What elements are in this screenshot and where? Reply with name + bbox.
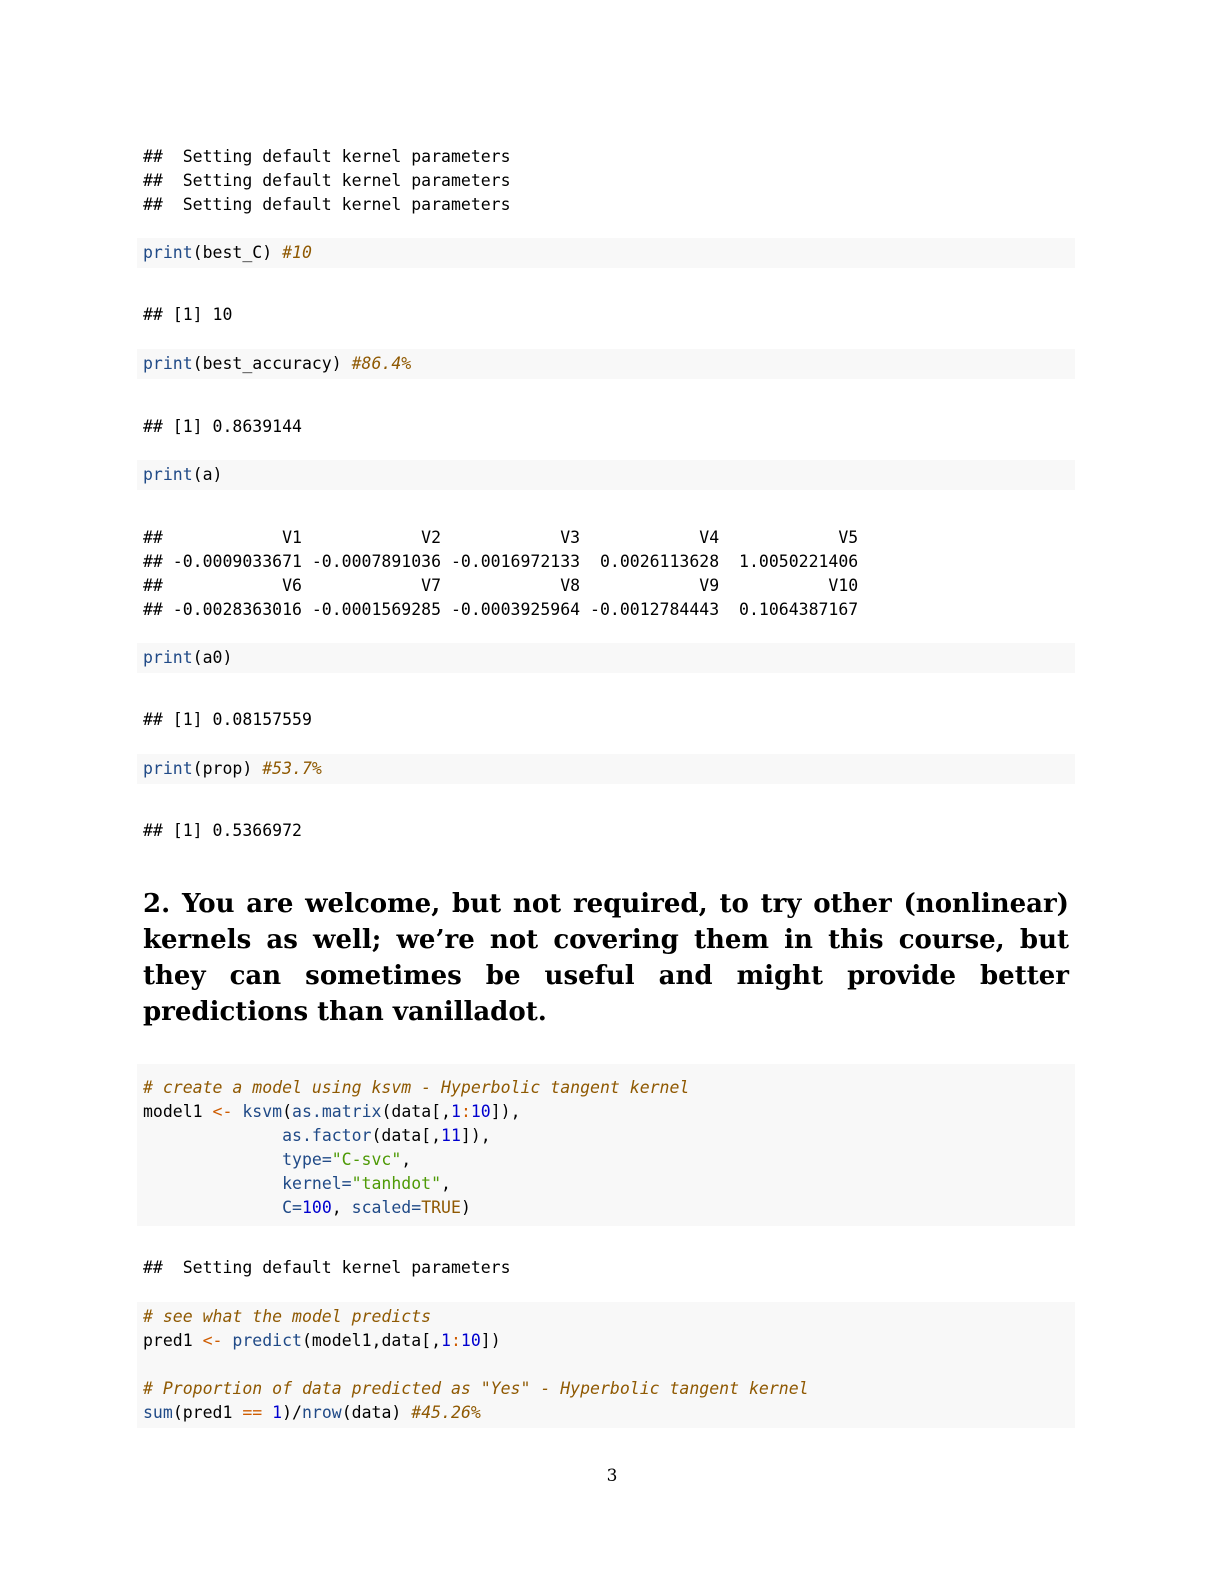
code-args: ]), (490, 1102, 521, 1121)
output-line: ## -0.0009033671 -0.0007891036 -0.0016972133 0.0026113628 1.0050221406 (143, 552, 859, 571)
code-comment: # Proportion of data predicted as "Yes" - Hyperbolic tangent kernel (143, 1379, 809, 1398)
output-best-accuracy (143, 415, 302, 439)
output-a0 (143, 708, 312, 732)
code-chunk-print-best-c (137, 238, 1075, 268)
function-print: print (143, 648, 193, 667)
code-operator: : (460, 1102, 471, 1121)
code-comment: #86.4% (351, 354, 412, 373)
function-ksvm: ksvm (242, 1102, 283, 1121)
function-print: print (143, 354, 193, 373)
code-args: (a0) (192, 648, 233, 667)
code-args: ]) (480, 1331, 501, 1350)
code-string: "tanhdot" (351, 1174, 442, 1193)
code-number: 100 (301, 1198, 332, 1217)
output-kernel-messages (143, 145, 511, 217)
code-args: (data[, (381, 1102, 451, 1121)
code-chunk-print-a (137, 460, 1075, 490)
function-print: print (143, 759, 193, 778)
code-comment: # create a model using ksvm - Hyperbolic tangent kernel (143, 1078, 690, 1097)
code-number: 1 (451, 1102, 461, 1121)
code-operator: <- (202, 1331, 223, 1350)
function-nrow: nrow (301, 1403, 342, 1422)
code-string: "C-svc" (331, 1150, 402, 1169)
code-chunk-predict (137, 1302, 1075, 1428)
output-line: ## [1] 0.8639144 (143, 417, 302, 436)
code-comment: #45.26% (411, 1403, 481, 1422)
code-number: 10 (470, 1102, 491, 1121)
code-args: (a) (192, 465, 223, 484)
code-var: pred1 (143, 1331, 203, 1350)
output-coefficients-a (143, 526, 858, 622)
output-line: ## [1] 0.5366972 (143, 821, 302, 840)
function-predict: predict (232, 1331, 302, 1350)
code-chunk-ksvm-model: # create a model using ksvm - Hyperbolic tangent kernel model1 <- ksvm(as.matrix(data[,1:10]), as.factor(data[,11]), type="C-svc", kernel="tanhdot", C=100, scaled=TRUE) (137, 1064, 1075, 1226)
code-operator: == (242, 1403, 263, 1422)
code-chunk-print-prop (137, 754, 1075, 784)
output-line: ## Setting default kernel parameters (143, 1258, 511, 1277)
code-number: 1 (441, 1331, 451, 1350)
code-comment: #53.7% (262, 759, 322, 778)
function-as-factor: as.factor (282, 1126, 372, 1145)
code-operator: )/ (282, 1403, 302, 1422)
code-number: 11 (441, 1126, 461, 1145)
code-number: 10 (460, 1331, 481, 1350)
code-args: (data) (341, 1403, 412, 1422)
code-args: (best_accuracy) (192, 354, 352, 373)
code-attribute: scaled= (351, 1198, 422, 1217)
code-operator: <- (212, 1102, 233, 1121)
function-print: print (143, 243, 193, 262)
function-print: print (143, 465, 193, 484)
code-operator: : (450, 1331, 461, 1350)
code-constant: TRUE (421, 1198, 461, 1217)
code-args: ]), (460, 1126, 491, 1145)
code-args: (prop) (192, 759, 263, 778)
output-line: ## [1] 10 (143, 305, 233, 324)
output-kernel-message (143, 1256, 511, 1280)
code-args: (model1,data[, (301, 1331, 442, 1350)
code-comment: # see what the model predicts (143, 1307, 432, 1326)
code-args: (best_C) (192, 243, 283, 262)
code-attribute: type= (282, 1150, 332, 1169)
code-args: (pred1 (172, 1403, 243, 1422)
function-as-matrix: as.matrix (292, 1102, 382, 1121)
section-heading: 2. You are welcome, but not required, to try other (nonlinear) kernels as well; we’re not covering them in this course, but they can sometimes be useful and might provide better predictions than vanilladot. (143, 889, 1069, 1027)
output-line: ## V1 V2 V3 V4 V5 (143, 528, 859, 547)
output-best-c (143, 303, 232, 327)
output-line: ## Setting default kernel parameters (143, 147, 511, 166)
code-comment: #10 (282, 243, 312, 262)
output-line: ## V6 V7 V8 V9 V10 (143, 576, 859, 595)
code-args: (data[, (371, 1126, 442, 1145)
code-number: 1 (272, 1403, 283, 1422)
code-args: ) (460, 1198, 471, 1217)
output-line: ## -0.0028363016 -0.0001569285 -0.0003925964 -0.0012784443 0.1064387167 (143, 600, 859, 619)
output-prop (143, 819, 302, 843)
code-chunk-print-a0 (137, 643, 1075, 673)
output-line: ## Setting default kernel parameters (143, 171, 511, 190)
code-var: model1 (143, 1102, 213, 1121)
code-chunk-print-best-accuracy (137, 349, 1075, 379)
function-sum: sum (143, 1403, 173, 1422)
output-line: ## [1] 0.08157559 (143, 710, 312, 729)
page-number: 3 (606, 1466, 618, 1486)
code-attribute: kernel= (282, 1174, 352, 1193)
code-attribute: C= (282, 1198, 302, 1217)
output-line: ## Setting default kernel parameters (143, 195, 511, 214)
